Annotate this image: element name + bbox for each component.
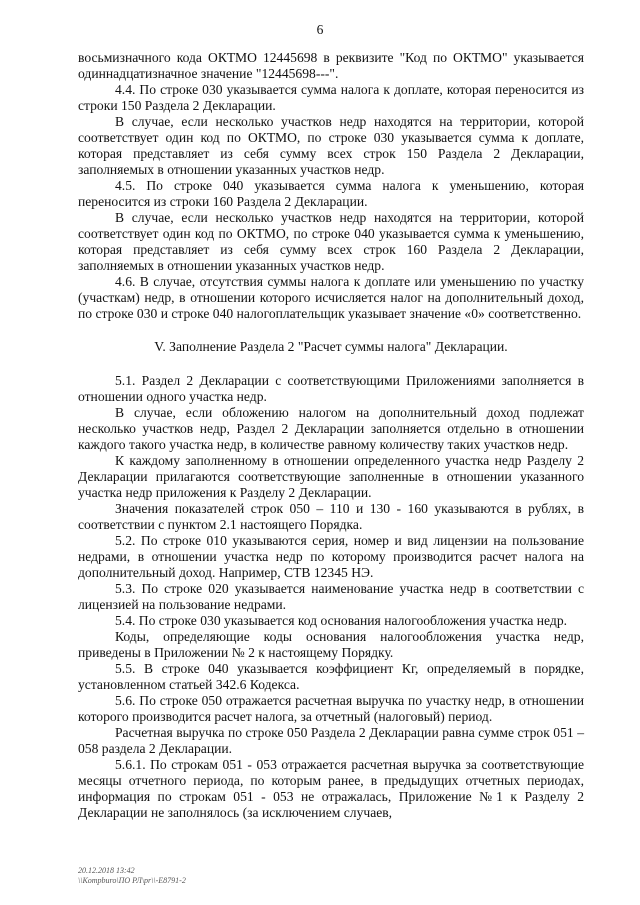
paragraph-5-4: 5.4. По строке 030 указывается код основания налогообложения участка недр. — [115, 613, 568, 628]
paragraph: В случае, если обложению налогом на дополнительный доход подлежат несколько участков недр, Раздел 2 Декларации заполняется отдельно в отношении каждого такого участка недр, в количестве равному количеству таких участков недр. — [78, 405, 584, 452]
footer-path: \\Kompburo\ПО РЛ\pr\\-E8791-2 — [78, 876, 186, 885]
paragraph-5-6: 5.6. По строке 050 отражается расчетная выручка по участку недр, в отношении которого производится расчет налога, за отчетный (налоговый) период. — [78, 693, 584, 724]
paragraph-5-2: 5.2. По строке 010 указываются серия, номер и вид лицензии на пользование недрами, в отношении участка недр по которому производится расчет налога на дополнительный доход. Например, СТВ 12345 НЭ. — [78, 533, 584, 580]
paragraph: В случае, если несколько участков недр находятся на территории, которой соответствует один код по ОКТМО, по строке 030 указывается сумма к доплате, которая представляет из себя сумму всех строк 150 Раздела 2 Декларации, заполняемых в отношении указанных участков недр. — [78, 114, 584, 177]
page-number: 6 — [316, 22, 324, 37]
paragraph: Значения показателей строк 050 – 110 и 130 - 160 указываются в рублях, в соответствии с пунктом 2.1 настоящего Порядка. — [78, 501, 584, 532]
paragraph: В случае, если несколько участков недр находятся на территории, которой соответствует один код по ОКТМО, по строке 040 указывается сумма к уменьшению, которая представляет из себя сумму всех строк 160 Раздела 2 Декларации, заполняемых в отношении указанных участков недр. — [78, 210, 584, 273]
paragraph: К каждому заполненному в отношении определенного участка недр Разделу 2 Декларации прилагаются соответствующие заполненные в отношении указанного участка недр приложения к Разделу 2 Декларации. — [78, 453, 584, 500]
paragraph-4-6: 4.6. В случае, отсутствия суммы налога к доплате или уменьшению по участку (участкам) недр, в отношении которого исчисляется налог на дополнительный доход, по строке 030 и строке 040 налогоплательщик указывает значение «0» соответственно. — [78, 274, 584, 321]
footer-stamp — [78, 866, 186, 886]
paragraph: Расчетная выручка по строке 050 Раздела 2 Декларации равна сумме строк 051 – 058 раздела 2 Декларации. — [78, 725, 584, 756]
paragraph-5-3: 5.3. По строке 020 указывается наименование участка недр в соответствии с лицензией на пользование недрами. — [78, 581, 584, 612]
paragraph-4-5: 4.5. По строке 040 указывается сумма налога к уменьшению, которая переносится из строки 160 Раздела 2 Декларации. — [78, 178, 584, 209]
paragraph: Коды, определяющие коды основания налогообложения участка недр, приведены в Приложении № 2 к настоящему Порядку. — [78, 629, 584, 660]
paragraph-5-6-1: 5.6.1. По строкам 051 - 053 отражается расчетная выручка за соответствующие месяцы отчетного периода, по которым ранее, в предыдущих отчетных периодах, информация по строкам 051 - 053 не отражалась, Приложение №1 к Разделу 2 Декларации не заполнялось (за исключением случаев, — [78, 757, 584, 820]
paragraph-5-1: 5.1. Раздел 2 Декларации с соответствующими Приложениями заполняется в отношении одного участка недр. — [78, 373, 584, 404]
paragraph-continuation: восьмизначного кода ОКТМО 12445698 в реквизите "Код по ОКТМО" указывается одиннадцатизначное значение "12445698---". — [78, 50, 584, 81]
paragraph-5-5: 5.5. В строке 040 указывается коэффициент Кг, определяемый в порядке, установленном статьей 342.6 Кодекса. — [78, 661, 584, 692]
section-heading: V. Заполнение Раздела 2 "Расчет суммы налога" Декларации. — [154, 339, 508, 354]
document-body — [78, 50, 584, 821]
paragraph-4-4: 4.4. По строке 030 указывается сумма налога к доплате, которая переносится из строки 150 Раздела 2 Декларации. — [78, 82, 584, 113]
footer-date: 20.12.2018 13:42 — [78, 866, 135, 875]
